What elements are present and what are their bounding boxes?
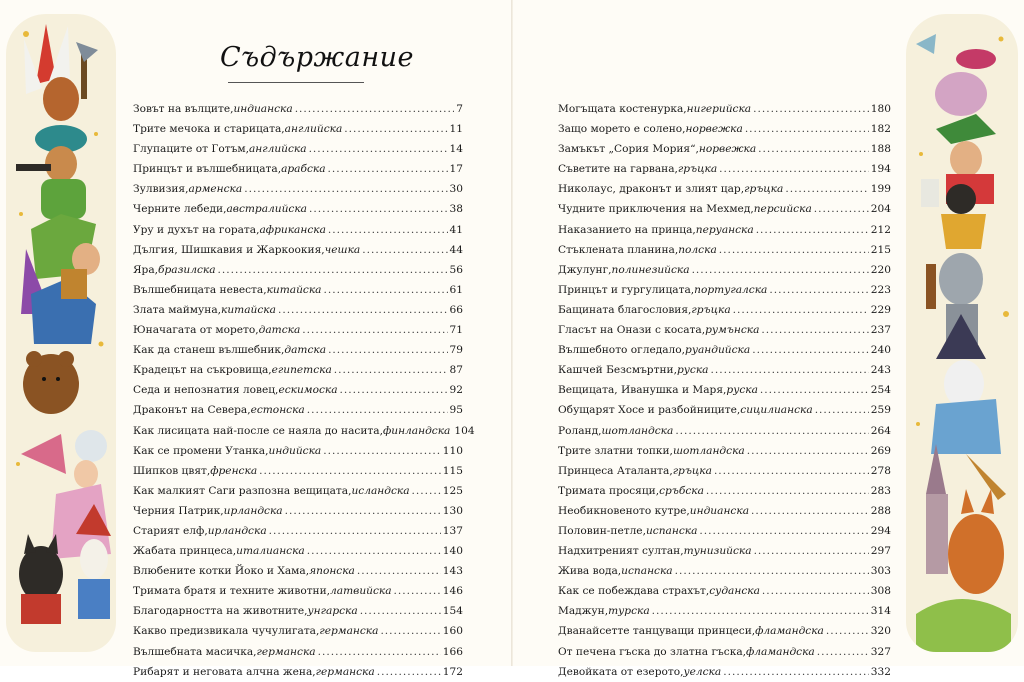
toc-entry-page-number: 278 (870, 464, 891, 477)
toc-dot-leader (752, 340, 869, 360)
toc-entry-origin: арабска (281, 163, 326, 176)
toc-entry (558, 521, 891, 541)
toc-dot-leader (719, 159, 869, 179)
toc-dot-leader (244, 179, 447, 199)
toc-entry-origin: гръцка (691, 303, 731, 316)
toc-entry (558, 260, 891, 280)
toc-entry-page-number: 66 (449, 303, 463, 316)
toc-entry (133, 159, 463, 179)
toc-entry (558, 119, 891, 139)
toc-entry-title: Замъкът „Сория Мория“, (558, 143, 699, 156)
toc-entry-page-number: 140 (442, 545, 463, 558)
toc-dot-leader (692, 260, 869, 280)
book-spine (511, 0, 513, 666)
toc-entry-page-number: 71 (449, 324, 463, 337)
toc-entry-title: Трите мечока и старицата, (133, 123, 285, 136)
toc-entry-origin: полинезийска (611, 263, 690, 276)
toc-dot-leader (394, 581, 441, 601)
toc-entry-page-number: 137 (442, 524, 463, 537)
toc-entry (558, 642, 891, 662)
toc-dot-leader (785, 179, 868, 199)
toc-dot-leader (652, 601, 869, 621)
toc-entry (133, 380, 463, 400)
toc-entry-page-number: 92 (449, 384, 463, 397)
toc-dot-leader (323, 441, 441, 461)
toc-entry-origin: унгарска (307, 605, 358, 618)
toc-entry-origin: гръцка (677, 163, 718, 176)
toc-dot-leader (340, 380, 448, 400)
toc-dot-leader (334, 360, 448, 380)
toc-entry-title: Бащината благословия, (558, 303, 692, 316)
toc-entry-title: Как се побеждава страхът, (558, 585, 710, 598)
toc-entry-page-number: 180 (870, 103, 891, 115)
toc-entry (558, 320, 891, 340)
toc-entry-title: Драконът на Севера, (133, 404, 251, 417)
toc-entry-page-number: 264 (870, 424, 891, 437)
toc-dot-leader (309, 139, 448, 159)
toc-entry-origin: нигерийска (686, 103, 752, 115)
toc-dot-leader (380, 621, 440, 641)
toc-dot-leader (745, 119, 869, 139)
toc-entry-origin: норвежка (685, 123, 743, 136)
toc-entry-origin: африканска (259, 223, 326, 236)
toc-entry-origin: индийска (268, 444, 322, 457)
toc-entry-origin: германска (315, 665, 375, 678)
toc-entry-origin: ирландска (207, 524, 267, 537)
toc-entry-title: Черните лебеди, (133, 203, 227, 216)
toc-entry-page-number: 130 (442, 504, 463, 517)
toc-entry-title: Принцът и гургулицата, (558, 283, 695, 296)
toc-entry-page-number: 332 (870, 665, 891, 678)
toc-entry (133, 99, 463, 119)
toc-entry-page-number: 308 (870, 585, 891, 598)
toc-entry-origin: тунизийска (683, 545, 752, 558)
toc-entry (558, 159, 891, 179)
toc-dot-leader (259, 461, 441, 481)
toc-entry-title: Защо морето е солено, (558, 123, 686, 136)
toc-entry (558, 220, 891, 240)
toc-entry-origin: испанска (621, 565, 673, 578)
toc-entry (558, 360, 891, 380)
toc-entry (133, 501, 463, 521)
toc-dot-leader (723, 662, 869, 682)
toc-entry (558, 340, 891, 360)
toc-entry-page-number: 104 (454, 424, 475, 437)
toc-entry-page-number: 41 (449, 223, 463, 236)
toc-entry-origin: арменска (188, 183, 243, 196)
toc-entry (133, 360, 463, 380)
toc-entry-title: Как се промени Утанка, (133, 444, 269, 457)
toc-entry-origin: китайска (266, 283, 322, 296)
toc-dot-leader (754, 541, 869, 561)
toc-entry-origin: испанска (645, 524, 698, 537)
toc-entry-title: Надхитреният султан, (558, 545, 684, 558)
toc-entry-page-number: 30 (449, 183, 463, 196)
toc-entry-origin: английска (284, 123, 343, 136)
toc-entry-page-number: 240 (870, 344, 891, 357)
toc-entry-title: Принцеса Аталанта, (558, 464, 673, 477)
toc-entry-page-number: 172 (442, 665, 463, 678)
toc-entry-page-number: 237 (870, 324, 891, 337)
toc-entry (133, 300, 463, 320)
toc-entry-page-number: 110 (442, 444, 463, 457)
toc-dot-leader (760, 380, 869, 400)
toc-dot-leader (302, 320, 447, 340)
toc-entry-origin: датска (258, 324, 301, 337)
toc-entry (133, 421, 475, 441)
toc-entry-page-number: 56 (449, 263, 463, 276)
toc-entry-origin: сицилианска (740, 404, 813, 417)
toc-entry (133, 400, 463, 420)
toc-entry (558, 601, 891, 621)
toc-dot-leader (344, 119, 447, 139)
toc-entry-origin: бразилска (158, 263, 216, 276)
toc-entry (133, 119, 463, 139)
toc-entry (133, 260, 463, 280)
toc-entry (558, 662, 891, 682)
toc-entry-page-number: 143 (442, 565, 463, 578)
toc-dot-leader (815, 400, 869, 420)
toc-entry (558, 240, 891, 260)
toc-entry-title: Как да станеш вълшебник, (133, 344, 285, 357)
toc-entry-origin: финландска (382, 424, 451, 437)
toc-entry (133, 541, 463, 561)
toc-entry-page-number: 7 (456, 103, 463, 115)
toc-entry-origin: египетска (271, 364, 332, 377)
toc-entry-title: Николаус, драконът и злият цар, (558, 183, 745, 196)
toc-entry-origin: индианска (689, 504, 750, 517)
toc-entry (133, 662, 463, 682)
toc-entry-page-number: 269 (870, 444, 891, 457)
toc-entry-origin: китайска (221, 303, 276, 316)
toc-entry (558, 621, 891, 641)
toc-entry (133, 521, 463, 541)
toc-entry-origin: перуанска (695, 223, 754, 236)
toc-entry-title: Жабата принцеса, (133, 545, 237, 558)
toc-entry-page-number: 11 (449, 123, 463, 136)
toc-dot-leader (710, 360, 868, 380)
toc-entry (558, 380, 891, 400)
toc-entry-origin: гръцка (744, 183, 784, 196)
toc-entry-page-number: 297 (870, 545, 891, 558)
toc-entry (133, 220, 463, 240)
toc-dot-leader (733, 300, 869, 320)
toc-dot-leader (706, 481, 869, 501)
toc-entry-page-number: 327 (870, 645, 891, 658)
toc-dot-leader (412, 481, 441, 501)
toc-dot-leader (714, 461, 869, 481)
toc-entry-title: Стъклената планина, (558, 243, 679, 256)
toc-entry-origin: германска (256, 645, 316, 658)
toc-entry-title: Вълшебницата невеста, (133, 283, 267, 296)
toc-entry-title: Трите златни топки, (558, 444, 673, 457)
toc-entry-title: Крадецът на съкровища, (133, 364, 272, 377)
toc-entry (558, 300, 891, 320)
toc-dot-leader (328, 159, 448, 179)
toc-entry (133, 320, 463, 340)
toc-entry-page-number: 259 (870, 404, 891, 417)
toc-entry-origin: шотландска (672, 444, 745, 457)
toc-dot-leader (278, 300, 448, 320)
toc-entry (558, 581, 891, 601)
toc-entry-origin: ескимоска (278, 384, 338, 397)
toc-entry-page-number: 212 (870, 223, 891, 236)
toc-entry-page-number: 229 (870, 303, 891, 316)
toc-entry-origin: суданска (709, 585, 760, 598)
toc-entry-title: Дългия, Шишкавия и Жаркоокия, (133, 243, 325, 256)
toc-entry (133, 461, 463, 481)
toc-entry-title: Рибарят и неговата алчна жена, (133, 665, 316, 678)
toc-dot-leader (324, 280, 448, 300)
toc-dot-leader (328, 340, 447, 360)
toc-entry-title: Юначагата от морето, (133, 324, 259, 337)
toc-dot-leader (762, 581, 869, 601)
toc-entry-origin: турска (608, 605, 650, 618)
toc-entry-title: Маджун, (558, 605, 609, 618)
toc-entry (133, 340, 463, 360)
toc-entry-page-number: 220 (870, 263, 891, 276)
toc-dot-leader (699, 521, 868, 541)
toc-dot-leader (826, 621, 869, 641)
toc-entry-origin: сръбска (659, 484, 704, 497)
toc-entry-origin: френска (210, 464, 258, 477)
toc-entry-origin: румънска (705, 324, 760, 337)
toc-entry (133, 179, 463, 199)
toc-entry-title: Половин-петле, (558, 524, 646, 537)
toc-entry-page-number: 61 (449, 283, 463, 296)
toc-entry-origin: гръцка (672, 464, 712, 477)
toc-entry (133, 642, 463, 662)
toc-entry (133, 561, 463, 581)
toc-entry-page-number: 166 (442, 645, 463, 658)
toc-entry-origin: норвежка (698, 143, 757, 156)
toc-entry-title: Черния Патрик, (133, 504, 224, 517)
toc-dot-leader (362, 240, 447, 260)
toc-entry (558, 139, 891, 159)
toc-entry-page-number: 38 (449, 203, 463, 216)
toc-entry (558, 280, 891, 300)
toc-entry-title: Гласът на Онази с косата, (558, 324, 706, 337)
toc-entry (558, 501, 891, 521)
toc-entry-title: Девойката от езерото, (558, 665, 684, 678)
toc-entry-origin: ирландска (223, 504, 283, 517)
toc-entry-page-number: 160 (442, 625, 463, 638)
toc-entry-origin: индианска (233, 103, 293, 115)
toc-entry-origin: исландска (351, 484, 410, 497)
toc-entry-origin: руска (676, 364, 709, 377)
toc-entry (558, 461, 891, 481)
right-illustration-image (906, 14, 1018, 652)
toc-entry-page-number: 17 (449, 163, 463, 176)
toc-entry-title: Могъщата костенурка, (558, 103, 687, 115)
toc-entry-title: Вълшебната масичка, (133, 645, 257, 658)
toc-entry-title: Необикновеното кутре, (558, 504, 690, 517)
toc-entry-title: Благодарността на животните, (133, 605, 308, 618)
toc-dot-leader (751, 501, 869, 521)
toc-dot-leader (360, 601, 441, 621)
toc-entry-page-number: 182 (870, 123, 891, 136)
toc-dot-leader (719, 240, 869, 260)
toc-entry (558, 400, 891, 420)
toc-entry-title: Дванайсетте танцуващи принцеси, (558, 625, 756, 638)
toc-entry-title: Зулвизия, (133, 183, 189, 196)
toc-dot-leader (328, 220, 448, 240)
toc-dot-leader (675, 561, 869, 581)
toc-entry-title: Шипков цвят, (133, 464, 211, 477)
right-illustration-strip (906, 14, 1018, 652)
toc-entry (133, 280, 463, 300)
toc-entry-origin: фламандска (746, 645, 815, 658)
toc-entry-title: Как лисицата най-после се наяла до насита, (133, 424, 383, 437)
toc-entry-page-number: 87 (449, 364, 463, 377)
toc-dot-leader (307, 541, 441, 561)
toc-entry-title: Тримата просяци, (558, 484, 660, 497)
toc-entry-origin: португалска (694, 283, 768, 296)
toc-entry-page-number: 303 (870, 565, 891, 578)
toc-entry (558, 99, 891, 119)
toc-entry-page-number: 243 (870, 364, 891, 377)
toc-entry-title: От печена гъска до златна гъска, (558, 645, 747, 658)
toc-entry-title: Глупаците от Готъм, (133, 143, 249, 156)
toc-entry-title: Зовът на вълците, (133, 103, 234, 115)
toc-dot-leader (318, 642, 441, 662)
toc-entry-page-number: 223 (870, 283, 891, 296)
toc-dot-leader (756, 220, 869, 240)
toc-entry-page-number: 125 (442, 484, 463, 497)
toc-dot-leader (814, 199, 869, 219)
toc-left-column (133, 99, 475, 682)
toc-entry-origin: руандийска (685, 344, 751, 357)
toc-dot-leader (377, 662, 441, 682)
toc-entry-page-number: 215 (870, 243, 891, 256)
toc-entry-page-number: 115 (442, 464, 463, 477)
toc-entry-origin: латвийска (330, 585, 392, 598)
toc-entry (133, 240, 463, 260)
toc-entry-page-number: 188 (870, 143, 891, 156)
left-illustration-strip (6, 14, 116, 652)
toc-entry-origin: шотландска (601, 424, 674, 437)
toc-dot-leader (675, 421, 868, 441)
toc-entry-origin: австралийска (226, 203, 307, 216)
toc-entry-title: Жива вода, (558, 565, 622, 578)
toc-dot-leader (285, 501, 441, 521)
toc-entry-origin: германска (319, 625, 379, 638)
toc-entry-origin: уелска (683, 665, 722, 678)
toc-entry-title: Злата маймуна, (133, 303, 222, 316)
toc-entry-origin: японска (309, 565, 355, 578)
toc-entry (133, 581, 463, 601)
toc-entry-page-number: 254 (870, 384, 891, 397)
toc-entry (133, 139, 463, 159)
toc-entry (558, 561, 891, 581)
toc-entry-origin: персийска (753, 203, 812, 216)
toc-entry-origin: руска (726, 384, 758, 397)
toc-entry (133, 601, 463, 621)
toc-entry-origin: фламандска (755, 625, 824, 638)
toc-entry-page-number: 288 (870, 504, 891, 517)
toc-entry-title: Роланд, (558, 424, 602, 437)
toc-entry (558, 179, 891, 199)
toc-entry-title: Старият елф, (133, 524, 208, 537)
toc-entry (558, 441, 891, 461)
toc-dot-leader (218, 260, 448, 280)
toc-entry-title: Какво предизвикала чучулигата, (133, 625, 320, 638)
toc-entry (558, 199, 891, 219)
toc-entry-page-number: 146 (442, 585, 463, 598)
toc-entry-origin: датска (284, 344, 327, 357)
toc-entry-page-number: 14 (449, 143, 463, 156)
toc-right-column (558, 99, 891, 682)
toc-entry-page-number: 194 (870, 163, 891, 176)
toc-entry-title: Кашчей Безсмъртни, (558, 364, 677, 377)
left-illustration-image (6, 14, 116, 652)
toc-dot-leader (269, 521, 441, 541)
toc-entry-title: Как малкият Саги разпозна вещицата, (133, 484, 352, 497)
toc-entry-page-number: 79 (449, 344, 463, 357)
toc-entry (133, 199, 463, 219)
toc-entry-title: Седа и непознатия ловец, (133, 384, 279, 397)
page-title: Съдържание (220, 42, 414, 73)
toc-entry-title: Влюбените котки Йоко и Хама, (133, 565, 310, 578)
toc-entry-title: Уру и духът на гората, (133, 223, 260, 236)
toc-entry-page-number: 199 (870, 183, 891, 196)
toc-entry-origin: италианска (236, 545, 305, 558)
toc-entry-page-number: 204 (870, 203, 891, 216)
toc-dot-leader (769, 280, 868, 300)
toc-entry-origin: английска (248, 143, 307, 156)
toc-entry (133, 481, 463, 501)
toc-entry-title: Съветите на гарвана, (558, 163, 678, 176)
toc-entry-page-number: 294 (870, 524, 891, 537)
toc-entry (558, 421, 891, 441)
toc-entry-title: Тримата братя и техните животни, (133, 585, 331, 598)
toc-dot-leader (747, 441, 869, 461)
toc-entry-title: Наказанието на принца, (558, 223, 696, 236)
toc-entry-page-number: 44 (449, 243, 463, 256)
toc-entry-page-number: 154 (442, 605, 463, 618)
toc-entry-title: Джулунг, (558, 263, 612, 276)
toc-dot-leader (817, 642, 869, 662)
toc-entry-title: Вълшебното огледало, (558, 344, 686, 357)
toc-entry-page-number: 95 (449, 404, 463, 417)
title-underline (228, 82, 364, 83)
toc-dot-leader (307, 400, 448, 420)
toc-entry-title: Обущарят Хосе и разбойниците, (558, 404, 741, 417)
toc-entry-page-number: 283 (870, 484, 891, 497)
toc-entry-origin: чешка (324, 243, 361, 256)
toc-entry (558, 481, 891, 501)
toc-entry-title: Чудните приключения на Мехмед, (558, 203, 754, 216)
toc-entry-origin: естонска (250, 404, 305, 417)
toc-entry-title: Яра, (133, 263, 159, 276)
toc-dot-leader (309, 199, 448, 219)
toc-entry (558, 541, 891, 561)
toc-entry-title: Принцът и вълшебницата, (133, 163, 282, 176)
toc-entry (133, 441, 463, 461)
toc-dot-leader (753, 99, 869, 119)
toc-dot-leader (761, 320, 868, 340)
toc-entry-origin: полска (678, 243, 717, 256)
toc-entry-page-number: 314 (870, 605, 891, 618)
toc-dot-leader (295, 99, 455, 119)
toc-dot-leader (357, 561, 441, 581)
toc-entry-page-number: 320 (870, 625, 891, 638)
toc-dot-leader (758, 139, 869, 159)
toc-entry-title: Вещицата, Иванушка и Маря, (558, 384, 727, 397)
toc-entry (133, 621, 463, 641)
